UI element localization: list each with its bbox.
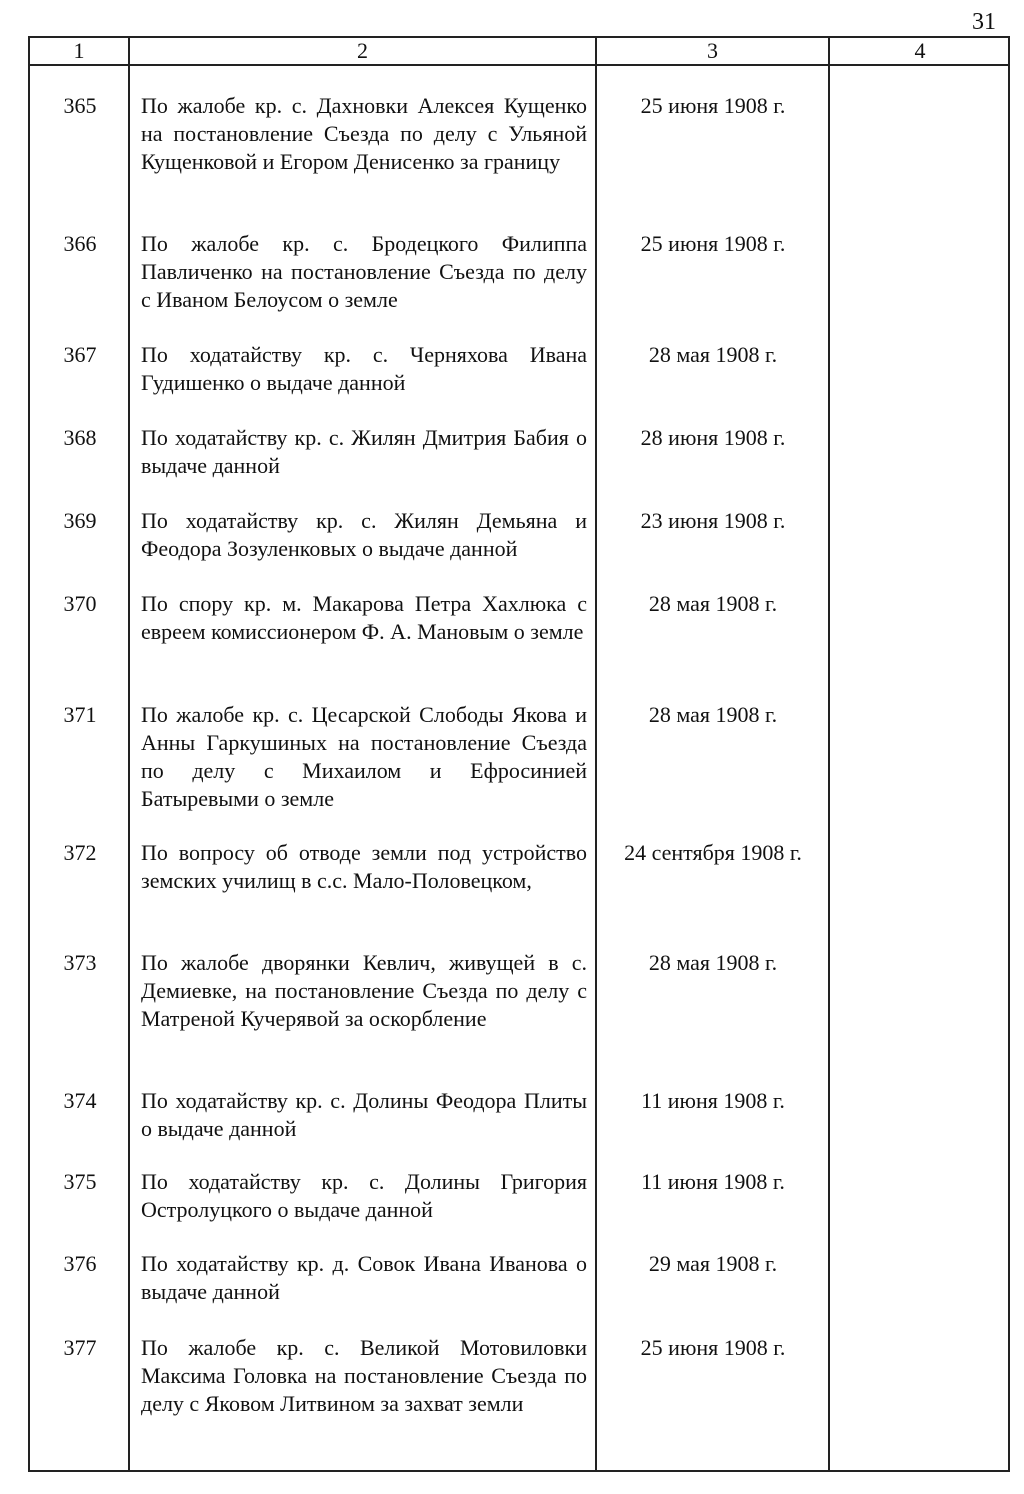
header-col-4: 4: [914, 38, 926, 63]
column-divider: [828, 38, 830, 1470]
row-description: По вопросу об отводе земли под устройство земских училищ в с.с. Мало-Половецком,: [141, 840, 587, 893]
row-number: 376: [63, 1251, 97, 1276]
row-date: 11 июня 1908 г.: [641, 1088, 785, 1113]
row-number: 365: [63, 93, 97, 118]
row-date: 28 мая 1908 г.: [648, 702, 778, 727]
row-date: 24 сентября 1908 г.: [624, 840, 802, 865]
row-description: По ходатайству кр. с. Долины Феодора Плиты о выдаче данной: [141, 1088, 587, 1141]
row-number: 377: [63, 1335, 97, 1360]
row-number: 371: [63, 702, 97, 727]
row-description: По спору кр. м. Макарова Петра Хахлюка с евреем комиссионером Ф. А. Мановым о земле: [141, 591, 587, 644]
row-number: 366: [63, 231, 97, 256]
table-header-row: [30, 38, 1008, 66]
row-description: По жалобе кр. с. Цесарской Слободы Якова и Анны Гаркушиных на постановление Съезда по делу с Михаилом и Ефросинией Батыревыми о земле: [141, 702, 587, 811]
row-description: По ходатайству кр. с. Жилян Демьяна и Феодора Зозуленковых о выдаче данной: [141, 508, 587, 561]
row-number: 372: [63, 840, 97, 865]
row-number: 369: [63, 508, 97, 533]
row-description: По ходатайству кр. с. Долины Григория Остролуцкого о выдаче данной: [141, 1169, 587, 1222]
row-date: 28 июня 1908 г.: [640, 425, 786, 450]
row-number: 375: [63, 1169, 97, 1194]
row-date: 23 июня 1908 г.: [640, 508, 786, 533]
row-date: 25 июня 1908 г.: [640, 231, 786, 256]
row-number: 373: [63, 950, 97, 975]
row-number: 367: [63, 342, 97, 367]
row-description: По ходатайству кр. д. Совок Ивана Иванова о выдаче данной: [141, 1251, 587, 1304]
row-date: 29 мая 1908 г.: [648, 1251, 778, 1276]
header-col-2: 2: [357, 38, 368, 63]
header-col-3: 3: [707, 38, 718, 63]
row-date: 28 мая 1908 г.: [648, 591, 778, 616]
row-date: 25 июня 1908 г.: [640, 1335, 786, 1360]
row-description: По жалобе дворянки Кевлич, живущей в с. Демиевке, на постановление Съезда по делу с Матреной Кучерявой за оскорбление: [141, 950, 587, 1031]
row-description: По жалобе кр. с. Дахновки Алексея Кущенко на постановление Съезда по делу с Ульяной Кущенковой и Егором Денисенко за границу: [141, 93, 587, 174]
row-date: 11 июня 1908 г.: [641, 1169, 785, 1194]
row-number: 370: [63, 591, 97, 616]
row-date: 28 мая 1908 г.: [648, 342, 778, 367]
page-number: 31: [972, 9, 996, 35]
row-description: По ходатайству кр. с. Черняхова Ивана Гудишенко о выдаче данной: [141, 342, 587, 395]
row-description: По жалобе кр. с. Великой Мотовиловки Максима Головка на постановление Съезда по делу с Яковом Литвином за захват земли: [141, 1335, 587, 1416]
column-divider: [595, 38, 597, 1470]
row-description: По ходатайству кр. с. Жилян Дмитрия Бабия о выдаче данной: [141, 425, 587, 478]
row-date: 25 июня 1908 г.: [640, 93, 786, 118]
header-col-1: 1: [73, 38, 85, 63]
row-description: По жалобе кр. с. Бродецкого Филиппа Павличенко на постановление Съезда по делу с Иваном Белоусом о земле: [141, 231, 587, 312]
registry-table: [28, 36, 1010, 1472]
row-number: 374: [63, 1088, 97, 1113]
row-number: 368: [63, 425, 97, 450]
row-date: 28 мая 1908 г.: [648, 950, 778, 975]
